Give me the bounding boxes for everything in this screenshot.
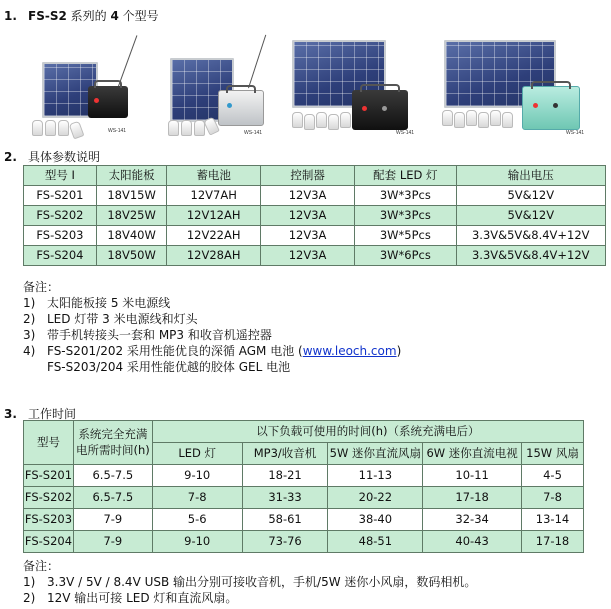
photo-caption: WS-141	[566, 130, 585, 136]
section-number: 1.	[4, 9, 17, 23]
table-cell: FS-S203	[24, 509, 74, 531]
note-item	[23, 590, 476, 606]
table-cell: 6.5-7.5	[73, 487, 152, 509]
note-item	[23, 574, 476, 590]
table-cell: 12V3A	[261, 206, 355, 226]
column-header-charge-time	[73, 421, 152, 465]
table-cell: 5V&12V	[456, 206, 605, 226]
table-row	[24, 246, 606, 266]
product-image-fs-s202	[162, 28, 292, 138]
heading-text: 系列的	[70, 9, 107, 23]
note-text: 太阳能板接 5 米电源线	[47, 296, 171, 310]
product-photos	[26, 28, 596, 138]
table-cell: 18-21	[242, 465, 328, 487]
notes-label: 备注：	[23, 280, 60, 294]
battery-box-image	[88, 86, 128, 118]
table-cell: 4-5	[522, 465, 584, 487]
antenna-image	[248, 35, 266, 89]
section-number: 2.	[4, 150, 17, 164]
table-cell: 12V3A	[261, 186, 355, 206]
table-header-row	[24, 166, 606, 186]
table-row	[24, 487, 584, 509]
table-cell: FS-S201	[24, 186, 97, 206]
note-number: 4)	[23, 344, 36, 358]
section-2-heading	[4, 148, 100, 165]
table-cell: 7-9	[73, 531, 152, 553]
table-row	[24, 186, 606, 206]
table-cell: 3.3V&5V&8.4V+12V	[456, 246, 605, 266]
column-header: 输出电压	[456, 166, 605, 186]
antenna-image	[118, 35, 137, 86]
note-item	[23, 359, 401, 375]
table-cell: 7-9	[73, 509, 152, 531]
table-cell: 12V3A	[261, 246, 355, 266]
column-header: 型号 I	[24, 166, 97, 186]
note-text: )	[396, 344, 402, 358]
note-text: 3.3V / 5V / 8.4V USB 输出分别可接收音机，手机/5W 迷你小风扇，数码相机。	[47, 575, 477, 589]
table-cell: 9-10	[152, 465, 242, 487]
note-text: FS-S203/204 采用性能优越的胶体 GEL 电池	[47, 360, 291, 374]
note-number: 1)	[23, 575, 36, 589]
product-image-fs-s203	[286, 28, 436, 138]
table-cell: 40-43	[423, 531, 522, 553]
column-header: 蓄电池	[167, 166, 261, 186]
table-cell: FS-S201	[24, 465, 74, 487]
note-text: 带手机转接头一套和 MP3 和收音机遥控器	[47, 328, 272, 342]
table-cell: 17-18	[423, 487, 522, 509]
note-text: LED 灯带 3 米电源线和灯头	[47, 312, 198, 326]
table-cell: 9-10	[152, 531, 242, 553]
note-item	[23, 295, 401, 311]
battery-box-image	[352, 90, 408, 130]
notes-block-2	[23, 558, 476, 606]
table-row	[24, 465, 584, 487]
table-cell: 12V22AH	[167, 226, 261, 246]
column-group-header: 以下负载可使用的时间(h)（系统充满电后）	[152, 421, 583, 443]
table-cell: 3W*6Pcs	[355, 246, 456, 266]
photo-caption: WS-141	[108, 128, 127, 134]
table-cell: 48-51	[328, 531, 423, 553]
table-cell: 17-18	[522, 531, 584, 553]
section-1-heading	[4, 7, 159, 24]
notes-label: 备注：	[23, 559, 60, 573]
table-cell: 3W*3Pcs	[355, 206, 456, 226]
note-number: 1)	[23, 296, 36, 310]
table-cell: 18V15W	[96, 186, 167, 206]
column-header: 15W 风扇	[522, 443, 584, 465]
table-row	[24, 509, 584, 531]
header-line: 电所需时间(h)	[75, 442, 150, 457]
model-count: 4	[110, 9, 119, 23]
table-cell: FS-S202	[24, 206, 97, 226]
table-cell: 11-13	[328, 465, 423, 487]
heading-text: 具体参数说明	[28, 150, 101, 164]
table-cell: FS-S202	[24, 487, 74, 509]
table-header-row	[24, 421, 584, 443]
table-cell: 32-34	[423, 509, 522, 531]
table-cell: 7-8	[152, 487, 242, 509]
column-header: 6W 迷你直流电视	[423, 443, 522, 465]
leoch-link[interactable]: www.leoch.com	[302, 344, 397, 358]
table-cell: 12V7AH	[167, 186, 261, 206]
column-header: 型号	[24, 421, 74, 465]
table-cell: 12V28AH	[167, 246, 261, 266]
battery-box-image	[522, 86, 580, 130]
note-number: 2)	[23, 591, 36, 605]
column-header: 配套 LED 灯	[355, 166, 456, 186]
column-header: 太阳能板	[96, 166, 167, 186]
table-cell: 20-22	[328, 487, 423, 509]
table-cell: 6.5-7.5	[73, 465, 152, 487]
column-header: MP3/收音机	[242, 443, 328, 465]
table-cell: 13-14	[522, 509, 584, 531]
table-cell: 3W*3Pcs	[355, 186, 456, 206]
column-header: 控制器	[261, 166, 355, 186]
table-cell: 12V3A	[261, 226, 355, 246]
table-cell: 3.3V&5V&8.4V+12V	[456, 226, 605, 246]
note-number: 2)	[23, 312, 36, 326]
series-name: FS-S2	[28, 9, 67, 23]
table-cell: 31-33	[242, 487, 328, 509]
table-cell: 5-6	[152, 509, 242, 531]
table-cell: 7-8	[522, 487, 584, 509]
table-cell: 73-76	[242, 531, 328, 553]
header-line: 系统完全充满	[78, 426, 148, 441]
table-cell: 18V50W	[96, 246, 167, 266]
battery-box-image	[218, 90, 264, 126]
notes-block-1	[23, 279, 401, 375]
table-cell: 10-11	[423, 465, 522, 487]
section-number: 3.	[4, 407, 17, 421]
heading-text: 个型号	[122, 9, 159, 23]
column-header: 5W 迷你直流风扇	[328, 443, 423, 465]
table-cell: FS-S204	[24, 246, 97, 266]
table-row	[24, 226, 606, 246]
table-cell: 38-40	[328, 509, 423, 531]
note-text: 12V 输出可接 LED 灯和直流风扇。	[47, 591, 238, 605]
table-cell: 18V40W	[96, 226, 167, 246]
note-item	[23, 327, 401, 343]
product-image-fs-s204	[440, 28, 600, 138]
photo-caption: WS-141	[396, 130, 415, 136]
table-cell: FS-S203	[24, 226, 97, 246]
table-cell: FS-S204	[24, 531, 74, 553]
table-cell: 18V25W	[96, 206, 167, 226]
note-item	[23, 343, 401, 359]
note-text: FS-S201/202 采用性能优良的深循 AGM 电池 (	[47, 344, 303, 358]
product-image-fs-s201	[26, 28, 156, 138]
column-header: LED 灯	[152, 443, 242, 465]
note-item	[23, 311, 401, 327]
table-cell: 12V12AH	[167, 206, 261, 226]
note-number: 3)	[23, 328, 36, 342]
spec-table	[23, 165, 606, 266]
heading-text: 工作时间	[28, 407, 77, 421]
table-cell: 3W*5Pcs	[355, 226, 456, 246]
table-cell: 5V&12V	[456, 186, 605, 206]
working-time-table	[23, 420, 584, 553]
table-cell: 58-61	[242, 509, 328, 531]
photo-caption: WS-141	[244, 130, 263, 136]
table-row	[24, 531, 584, 553]
table-row	[24, 206, 606, 226]
